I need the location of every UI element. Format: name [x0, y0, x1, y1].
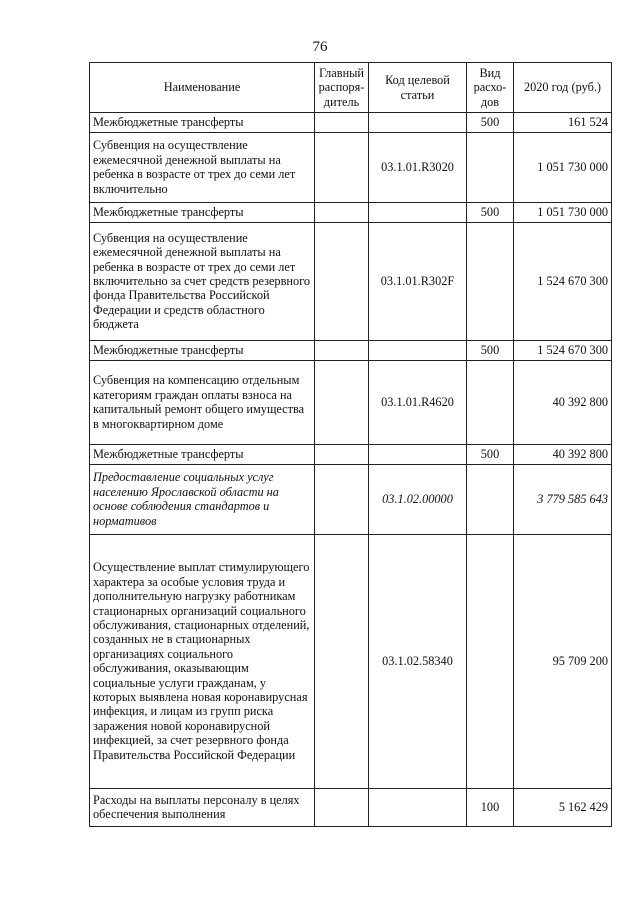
row-amount: 161 524 — [514, 113, 612, 132]
row-target-code — [369, 444, 467, 464]
header-name: Наименование — [90, 63, 315, 113]
row-name: Межбюджетные трансферты — [90, 202, 315, 222]
row-manager — [315, 340, 369, 360]
row-target-code — [369, 340, 467, 360]
table-row — [90, 222, 612, 340]
header-target-code: Код целевой статьи — [369, 63, 467, 113]
row-manager — [315, 788, 369, 826]
row-target-code: 03.1.02.58340 — [369, 534, 467, 788]
row-amount: 5 162 429 — [514, 788, 612, 826]
row-target-code: 03.1.02.00000 — [369, 464, 467, 534]
row-expense-kind — [467, 132, 514, 202]
table-row — [90, 340, 612, 360]
row-name: Субвенция на осуществление ежемесячной денежной выплаты на ребенка в возрасте от трех до семи лет включительно за счет средств резервного фонда Правительства Российской Федерации и средств областного бюджета — [90, 222, 315, 340]
row-name: Осуществление выплат стимулирующего характера за особые условия труда и дополнительную нагрузку работникам стационарных организаций социального обслуживания, стационарных отделений, созданных не в стационарных организациях социального обслуживания, оказывающим социальные услуги гражданам, у которых выявлена новая коронавирусная инфекция, и лицам из групп риска заражения новой коронавирусной инфекцией, за счет резервного фонда Правительства Российской Федерации — [90, 534, 315, 788]
table-header-row — [90, 63, 612, 113]
table-row — [90, 534, 612, 788]
row-target-code — [369, 202, 467, 222]
header-expense-kind: Вид расхо-дов — [467, 63, 514, 113]
row-manager — [315, 222, 369, 340]
row-name: Межбюджетные трансферты — [90, 444, 315, 464]
row-manager — [315, 444, 369, 464]
row-amount: 1 524 670 300 — [514, 222, 612, 340]
row-amount: 1 524 670 300 — [514, 340, 612, 360]
row-expense-kind: 500 — [467, 340, 514, 360]
row-name: Расходы на выплаты персоналу в целях обеспечения выполнения — [90, 788, 315, 826]
row-name: Межбюджетные трансферты — [90, 113, 315, 132]
row-name: Предоставление социальных услуг населению Ярославской области на основе соблюдения стандартов и нормативов — [90, 464, 315, 534]
row-name: Субвенция на осуществление ежемесячной денежной выплаты на ребенка в возрасте от трех до семи лет включительно — [90, 132, 315, 202]
row-expense-kind — [467, 360, 514, 444]
row-amount: 3 779 585 643 — [514, 464, 612, 534]
row-target-code: 03.1.01.R302F — [369, 222, 467, 340]
row-manager — [315, 534, 369, 788]
row-target-code: 03.1.01.R3020 — [369, 132, 467, 202]
row-name: Межбюджетные трансферты — [90, 340, 315, 360]
table-row — [90, 444, 612, 464]
row-target-code: 03.1.01.R4620 — [369, 360, 467, 444]
table-body — [90, 113, 612, 826]
table-row — [90, 113, 612, 132]
row-expense-kind: 100 — [467, 788, 514, 826]
row-target-code — [369, 788, 467, 826]
row-manager — [315, 113, 369, 132]
row-amount: 40 392 800 — [514, 360, 612, 444]
row-expense-kind — [467, 222, 514, 340]
row-amount: 1 051 730 000 — [514, 202, 612, 222]
row-expense-kind — [467, 534, 514, 788]
table-row — [90, 360, 612, 444]
row-expense-kind: 500 — [467, 113, 514, 132]
row-expense-kind: 500 — [467, 444, 514, 464]
row-manager — [315, 132, 369, 202]
row-manager — [315, 202, 369, 222]
header-manager: Главный распоря-дитель — [315, 63, 369, 113]
row-expense-kind — [467, 464, 514, 534]
table-row — [90, 464, 612, 534]
row-amount: 40 392 800 — [514, 444, 612, 464]
table-row — [90, 132, 612, 202]
budget-table — [89, 62, 612, 827]
row-manager — [315, 464, 369, 534]
page-number: 76 — [312, 39, 328, 55]
table-row — [90, 788, 612, 826]
row-name: Субвенция на компенсацию отдельным категориям граждан оплаты взноса на капитальный ремонт общего имущества в многоквартирном доме — [90, 360, 315, 444]
row-target-code — [369, 113, 467, 132]
header-year-amount: 2020 год (руб.) — [514, 63, 612, 113]
row-manager — [315, 360, 369, 444]
table-row — [90, 202, 612, 222]
row-amount: 95 709 200 — [514, 534, 612, 788]
row-expense-kind: 500 — [467, 202, 514, 222]
row-amount: 1 051 730 000 — [514, 132, 612, 202]
